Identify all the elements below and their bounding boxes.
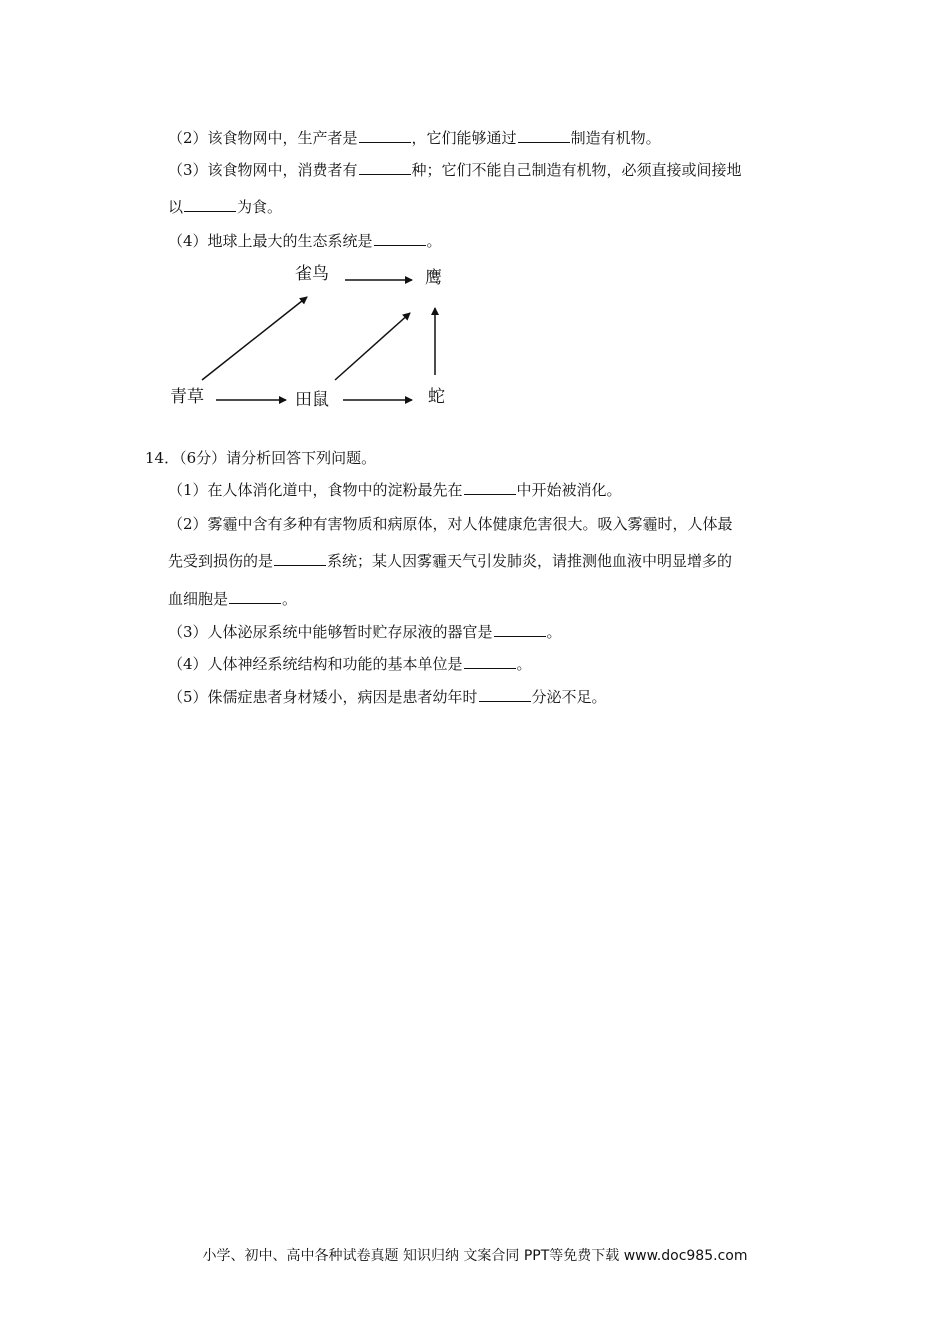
q14-part4-text-b: 。: [516, 655, 532, 673]
node-eagle: 鹰: [425, 268, 442, 288]
answer-blank[interactable]: [274, 551, 326, 566]
answer-blank[interactable]: [374, 231, 426, 246]
answer-blank[interactable]: [464, 480, 516, 495]
q13-part3-cont: [168, 197, 282, 217]
q14-part1-text-b: 中开始被消化。: [516, 481, 622, 499]
q14-part4-text-a: （4）人体神经系统结构和功能的基本单位是: [168, 655, 463, 673]
q13-part3-text-b: 种；它们不能自己制造有机物，必须直接或间接地: [411, 161, 742, 179]
q13-part2-text-b: ，它们能够通过: [411, 129, 517, 147]
answer-blank[interactable]: [464, 654, 516, 669]
food-web-diagram: [150, 255, 470, 425]
answer-blank[interactable]: [479, 687, 531, 702]
q14-part2-cont2: [168, 589, 297, 609]
q14-part2-cont: [168, 551, 732, 571]
q14-part3: [168, 622, 562, 642]
node-vole: 田鼠: [295, 390, 329, 410]
q14-part3-text-a: （3）人体泌尿系统中能够暂时贮存尿液的器官是: [168, 623, 493, 641]
q14-part1: [168, 480, 622, 500]
answer-blank[interactable]: [229, 589, 281, 604]
q13-part2: [168, 128, 661, 148]
q13-part3-text-a: （3）该食物网中，消费者有: [168, 161, 358, 179]
q14-part2-text-a: （2）雾霾中含有多种有害物质和病原体，对人体健康危害很大。吸入雾霾时，人体最: [168, 515, 733, 533]
q13-part2-text-c: 制造有机物。: [570, 129, 661, 147]
q14-part5-text-b: 分泌不足。: [531, 688, 607, 706]
answer-blank[interactable]: [518, 128, 570, 143]
q13-part3: [168, 160, 742, 180]
q14-header: 14．（6分）请分析回答下列问题。: [145, 449, 377, 467]
q13-part4-text-b: 。: [426, 232, 442, 250]
node-sparrow: 雀鸟: [295, 264, 329, 284]
q14-part2-text-e: 。: [282, 590, 298, 608]
q14-part5-text-a: （5）侏儒症患者身材矮小，病因是患者幼年时: [168, 688, 478, 706]
node-grass: 青草: [170, 387, 204, 407]
arrow-grass-to-sparrow: [202, 297, 307, 380]
q13-part3-text-c: 以: [168, 198, 184, 216]
arrow-vole-to-eagle: [335, 313, 410, 380]
node-snake: 蛇: [428, 387, 445, 407]
q14-part2-text-b: 先受到损伤的是: [168, 552, 274, 570]
q14-part4: [168, 654, 532, 674]
q13-part4-text-a: （4）地球上最大的生态系统是: [168, 232, 373, 250]
q14-part2-text-c: 系统；某人因雾霾天气引发肺炎，请推测他血液中明显增多的: [327, 552, 733, 570]
q14-part1-text-a: （1）在人体消化道中，食物中的淀粉最先在: [168, 481, 463, 499]
answer-blank[interactable]: [359, 160, 411, 175]
answer-blank[interactable]: [184, 197, 236, 212]
page-footer: 小学、初中、高中各种试卷真题 知识归纳 文案合同 PPT等免费下载 www.doc985.com: [202, 1248, 748, 1264]
q14-part2: [168, 514, 733, 534]
q13-part3-text-d: 为食。: [237, 198, 283, 216]
q14-part3-text-b: 。: [546, 623, 562, 641]
answer-blank[interactable]: [494, 622, 546, 637]
q14-part5: [168, 687, 607, 707]
q13-part2-text-a: （2）该食物网中，生产者是: [168, 129, 358, 147]
q13-part4: [168, 231, 442, 251]
answer-blank[interactable]: [359, 128, 411, 143]
q14-part2-text-d: 血细胞是: [168, 590, 229, 608]
